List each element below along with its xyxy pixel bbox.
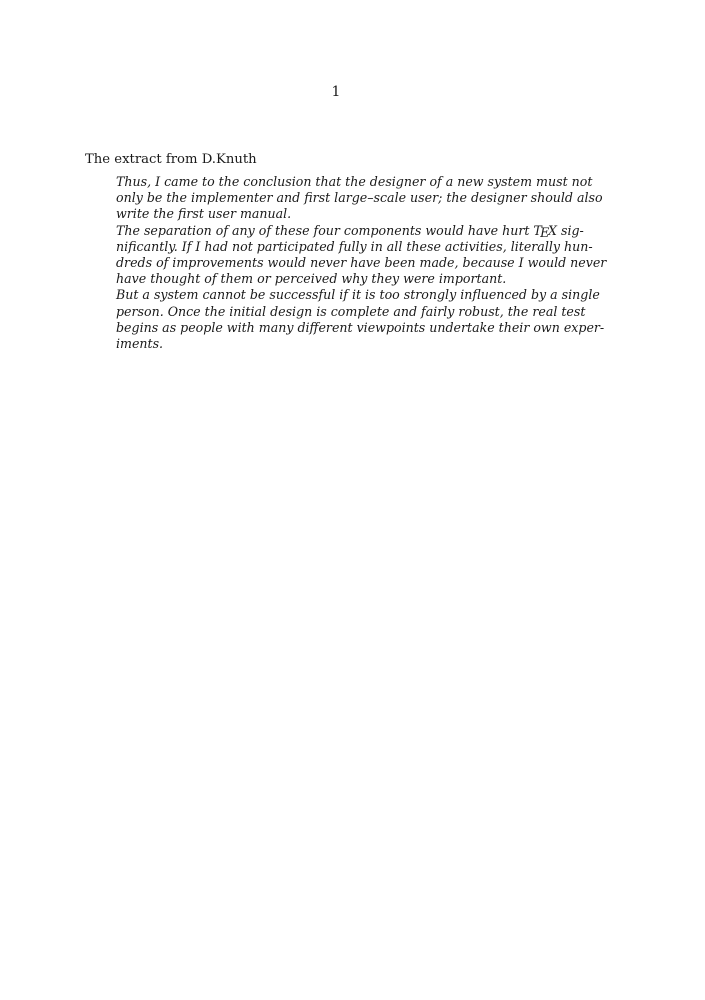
- quote-line: Thus, I came to the conclusion that the designer of a new system must not: [116, 174, 593, 189]
- page-number: 1: [331, 84, 341, 100]
- tex-logo-t: T: [533, 222, 542, 238]
- quote-line: dreds of improvements would never have been made, because I would never: [116, 255, 607, 271]
- quote-line: nificantly. If I had not participated fully in all these activities, literally hun-: [116, 238, 593, 254]
- quote-line: person. Once the initial design is complete and fairly robust, the real test: [116, 303, 586, 319]
- quote-text: sig-: [556, 222, 584, 238]
- quote-line: But a system cannot be successful if it is too strongly influenced by a single: [116, 287, 600, 303]
- tex-logo: [533, 222, 557, 241]
- quote-line: write the first user manual.: [116, 206, 292, 222]
- tex-logo-x: X: [548, 222, 557, 238]
- quote-line: only be the implementer and first large–scale user; the designer should also: [116, 190, 603, 206]
- quote-line-with-tex-logo: [116, 222, 584, 241]
- tex-logo-e: E: [540, 225, 550, 241]
- quote-line: begins as people with many different viewpoints undertake their own exper-: [116, 319, 605, 335]
- quote-line: have thought of them or perceived why they were important.: [116, 271, 507, 287]
- quote-text: The separation of any of these four components would have hurt: [116, 222, 534, 238]
- knuth-quote: [116, 174, 607, 352]
- section-heading: The extract from D.Knuth: [85, 152, 257, 167]
- quote-line: iments.: [116, 336, 164, 352]
